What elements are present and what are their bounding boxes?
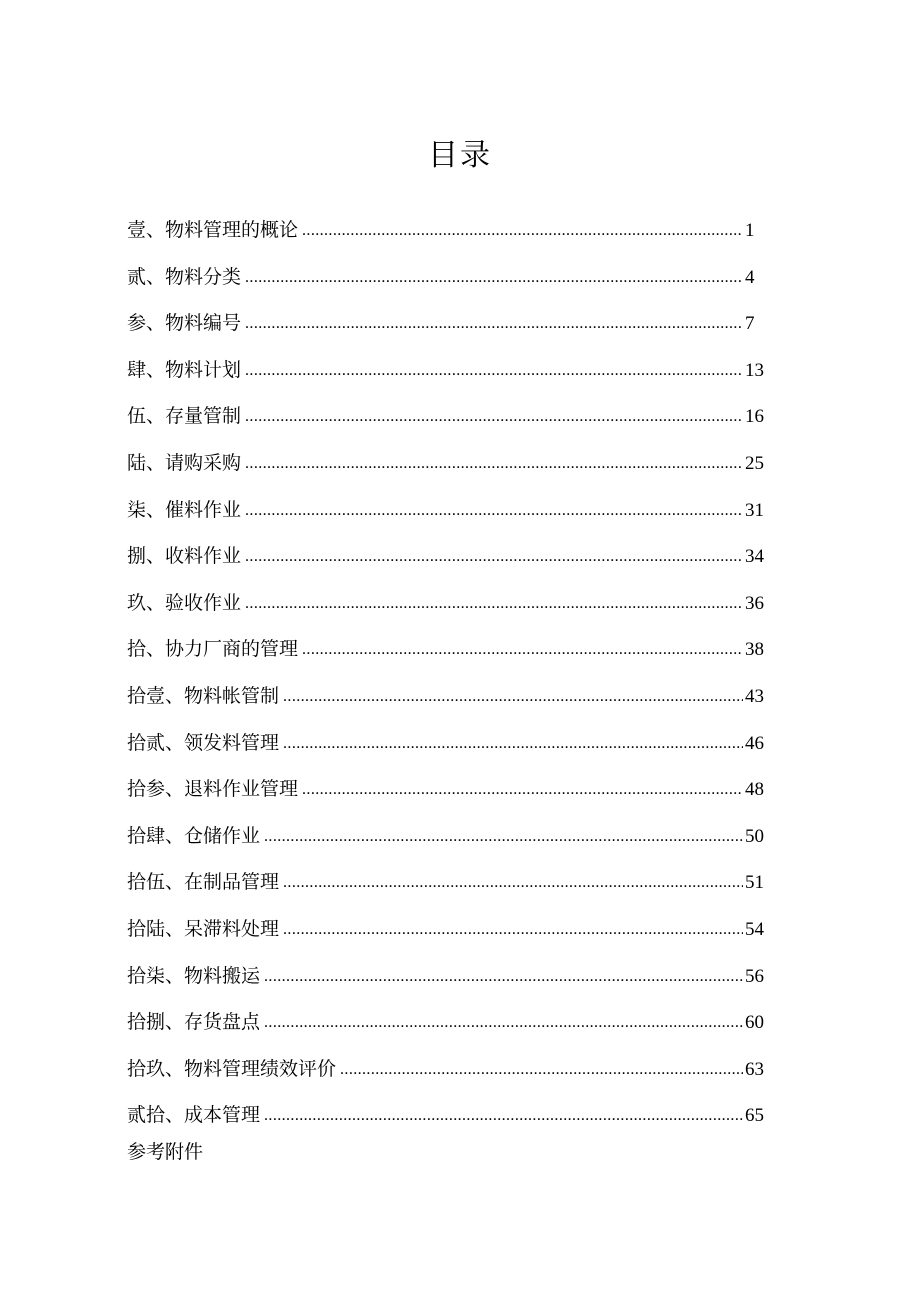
- toc-entry: [127, 260, 767, 307]
- toc-entry-label: 拾伍、在制品管理: [127, 871, 280, 894]
- toc-entry-label: 壹、物料管理的概论: [127, 219, 299, 241]
- toc-entry-label: 捌、收料作业: [127, 545, 242, 568]
- toc-entry: [127, 912, 767, 959]
- dot-leader: [245, 447, 743, 481]
- toc-entry-page-number: 7: [745, 313, 755, 335]
- dot-leader: [245, 354, 743, 388]
- dot-leader: [245, 307, 743, 341]
- dot-leader: [283, 866, 743, 900]
- dot-leader: [302, 633, 743, 667]
- toc-entry-page-number: 16: [745, 406, 764, 428]
- toc-entry-page-number: 63: [745, 1058, 764, 1080]
- dot-leader: [283, 727, 743, 761]
- toc-entry-label: 拾捌、存货盘点: [127, 1011, 261, 1034]
- dot-leader: [245, 540, 743, 574]
- toc-entry: [127, 959, 767, 1006]
- toc-entry-page-number: 1: [745, 220, 755, 241]
- toc-entry-page-number: 51: [745, 872, 764, 894]
- dot-leader: [340, 1053, 743, 1087]
- toc-entry-label: 拾肆、仓储作业: [127, 824, 261, 847]
- dot-leader: [302, 773, 743, 807]
- toc-entry-page-number: 13: [745, 359, 764, 381]
- toc-entry: [127, 213, 767, 260]
- toc-entry: [127, 819, 767, 866]
- toc-entry: [127, 1005, 767, 1052]
- toc-entry-page-number: 50: [745, 825, 764, 847]
- toc-entry-label: 贰拾、成本管理: [127, 1104, 261, 1127]
- toc-entry: [127, 353, 767, 400]
- toc-entry-page-number: 60: [745, 1012, 764, 1034]
- toc-entry: [127, 632, 767, 679]
- toc-entry-page-number: 36: [745, 592, 764, 614]
- dot-leader: [302, 214, 743, 248]
- toc-entry-page-number: 34: [745, 546, 764, 568]
- toc-entry: [127, 446, 767, 493]
- toc-entry-label: 拾参、退料作业管理: [127, 778, 299, 801]
- toc-entry: [127, 679, 767, 726]
- toc-entry-page-number: 56: [745, 965, 764, 987]
- dot-leader: [245, 400, 743, 434]
- toc-entry-page-number: 65: [745, 1105, 764, 1127]
- toc-entry-label: 拾陆、呆滞料处理: [127, 917, 280, 940]
- toc-entry-page-number: 38: [745, 639, 764, 661]
- toc-entry-label: 拾玖、物料管理绩效评价: [127, 1057, 337, 1080]
- toc-entry-page-number: 43: [745, 685, 764, 707]
- toc-entry-label: 拾壹、物料帐管制: [127, 684, 280, 707]
- dot-leader: [283, 913, 743, 947]
- dot-leader: [264, 820, 743, 854]
- toc-entry-page-number: 4: [745, 266, 755, 288]
- toc-entry: [127, 306, 767, 353]
- toc-entry: [127, 399, 767, 446]
- toc-entry-page-number: 48: [745, 779, 764, 801]
- dot-leader: [264, 960, 743, 994]
- toc-entry: [127, 493, 767, 540]
- toc-entry: [127, 772, 767, 819]
- toc-entry: [127, 1052, 767, 1099]
- toc-entry-label: 肆、物料计划: [127, 358, 242, 381]
- toc-entry-label: 贰、物料分类: [127, 265, 242, 288]
- toc-entry-label: 柒、催料作业: [127, 498, 242, 521]
- dot-leader: [245, 587, 743, 621]
- toc-entry: [127, 1098, 767, 1145]
- toc-entry-label: 玖、验收作业: [127, 591, 242, 614]
- toc-entry: [127, 865, 767, 912]
- dot-leader: [283, 680, 743, 714]
- toc-entry: [127, 586, 767, 633]
- dot-leader: [264, 1099, 743, 1133]
- page-title: 目录: [428, 138, 492, 173]
- toc-entry-label: 拾柒、物料搬运: [127, 964, 261, 987]
- toc-entry-label: 伍、存量管制: [127, 405, 242, 428]
- toc-entry-page-number: 46: [745, 732, 764, 754]
- toc-entry-label: 参、物料编号: [127, 312, 242, 335]
- toc-entry-label: 陆、请购采购: [127, 451, 242, 474]
- toc-entry-page-number: 31: [745, 499, 764, 521]
- toc-entry: [127, 539, 767, 586]
- table-of-contents: [127, 213, 767, 1145]
- dot-leader: [245, 261, 743, 295]
- toc-entry: [127, 726, 767, 773]
- toc-entry-label: 拾、协力厂商的管理: [127, 638, 299, 661]
- dot-leader: [245, 494, 743, 528]
- toc-entry-page-number: 54: [745, 918, 764, 940]
- dot-leader: [264, 1006, 743, 1040]
- appendix-heading: 参考附件: [127, 1141, 204, 1163]
- toc-entry-page-number: 25: [745, 452, 764, 474]
- toc-entry-label: 拾贰、领发料管理: [127, 731, 280, 754]
